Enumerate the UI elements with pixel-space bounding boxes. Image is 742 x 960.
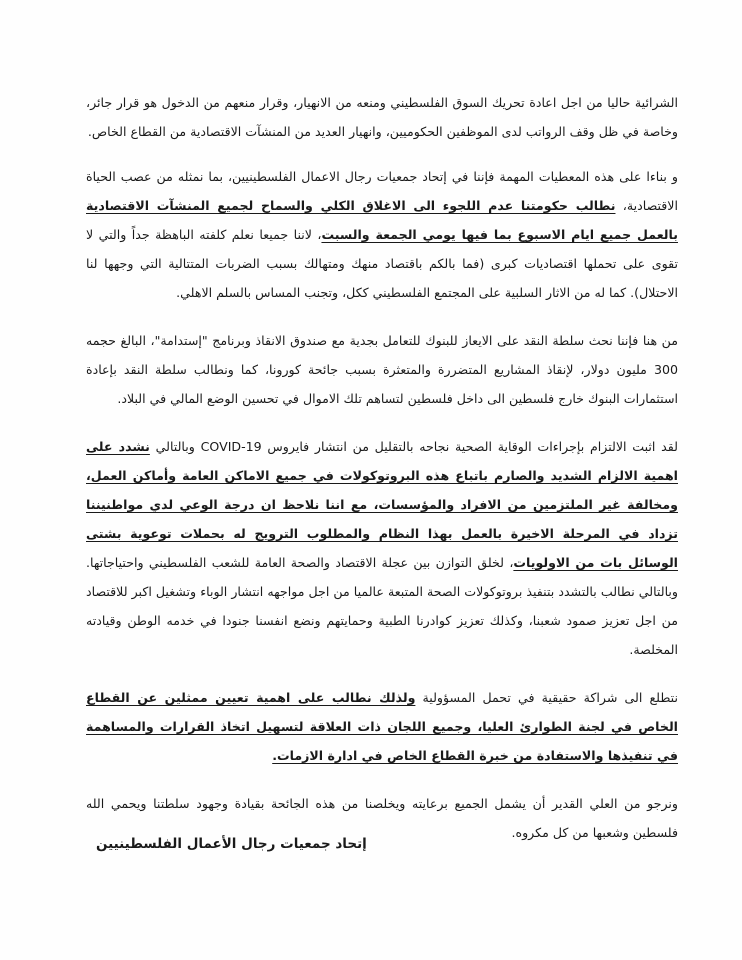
paragraph-monetary-authority (86, 326, 678, 413)
text-run: و بناءا على هذه المعطيات المهمة فإننا في إتحاد جمعيات رجال الاعمال الفلسطينيين، بما نمثله من عصب الحياة الاقتصادية، (86, 169, 678, 213)
emphasized-private-sector-representation: ولذلك نطالب على اهمية تعيين ممثلين عن القطاع الخاص في لجنة الطوارئ العليا، وجميع اللجان ذات العلاقة لتسهيل اتخاذ القرارات والمساهمة في تنفيذها والاستفادة من خبرة القطاع الخاص في ادارة الازمات. (86, 690, 678, 763)
text-run: لقد اثبت الالتزام بإجراءات الوقاية الصحية نجاحه بالتقليل من انتشار فايروس COVID-19 وبالتالي (149, 439, 678, 454)
emphasized-protocol-enforcement: نشدد على اهمية الالزام الشديد والصارم باتباع هذه البروتوكولات في جميع الاماكن العامة وأماكن العمل، ومخالفة غير الملتزمين من الافراد والمؤسسات، مع اننا نلاحظ ان درجة الوعي لدي مواطنيننا تزداد في المرحلة الاخيرة بالعمل بهذا النظام والمطلوب الترويج له بحملات توعوية بشتى الوسائل بات من الاولويات (86, 439, 678, 570)
document-body (86, 88, 678, 866)
text-run: ، لخلق التوازن بين عجلة الاقتصاد والصحة العامة للشعب الفلسطيني واحتياجاتها. وبالتالي نطالب بالتشدد بتنفيذ بروتوكولات الصحة المتبعة عالميا من اجل مواجهه انتشار الوباء وتشغيل اكبر للاقتصاد من اجل تعزيز صمود شعبنا، وكذلك تعزيز كوادرنا الطبية وحمايتهم ونضع انفسنا جنودا في خدمه الوطن وقيادته المخلصة. (86, 555, 678, 657)
text-run: الشرائية حاليا من اجل اعادة تحريك السوق الفلسطيني ومنعه من الانهيار، وقرار منعهم من الدخول هو قرار جائر، وخاصة في ظل وقف الرواتب لدى الموظفين الحكوميين، وانهيار العديد من المنشآت الاقتصادية من القطاع الخاص. (86, 95, 678, 139)
emphasized-demand: نطالب حكومتنا عدم اللجوء الى الاغلاق الكلي والسماح لجميع المنشآت الاقتصادية بالعمل جميع ايام الاسبوع بما فيها يومي الجمعة والسبت (86, 198, 678, 242)
paragraph-demand-no-lockdown (86, 162, 678, 307)
paragraph-health-protocols (86, 432, 678, 664)
signature-organization: إتحاد جمعيات رجال الأعمال الفلسطينيين (96, 836, 367, 852)
text-run: ، لاننا جميعا نعلم كلفته الباهظة جداً والتي لا تقوى على تحملها اقتصاديات كبرى (فما بالكم باقتصاد منهك ومتهالك بسبب الضربات المتتالية التي وجهها لنا الاحتلال). كما له من الاثار السلبية على المجتمع الفلسطيني ككل، وتجنب المساس بالسلم الاهلي. (86, 227, 678, 300)
text-run: ونرجو من العلي القدير أن يشمل الجميع برعايته ويخلصنا من هذه الجائحة بقيادة وجهود سلطتنا ويحمي الله فلسطين وشعبها من كل مكروه. (86, 796, 678, 840)
text-run: نتطلع الى شراكة حقيقية في تحمل المسؤولية (415, 690, 678, 705)
text-run: من هنا فإننا نحث سلطة النقد على الايعاز للبنوك للتعامل بجدية مع صندوق الانقاذ وبرنامج "إستدامة"، البالغ حجمه 300 مليون دولار، لإنقاذ المشاريع المتضررة والمتعثرة بسبب جائحة كورونا، كما ونطالب سلطة النقد بإعادة استثمارات البنوك خارج فلسطين الى داخل فلسطين لتساهم تلك الاموال في تحسين الوضع المالي في البلاد. (86, 333, 678, 406)
paragraph-partnership (86, 683, 678, 770)
paragraph-purchasing-power (86, 88, 678, 146)
